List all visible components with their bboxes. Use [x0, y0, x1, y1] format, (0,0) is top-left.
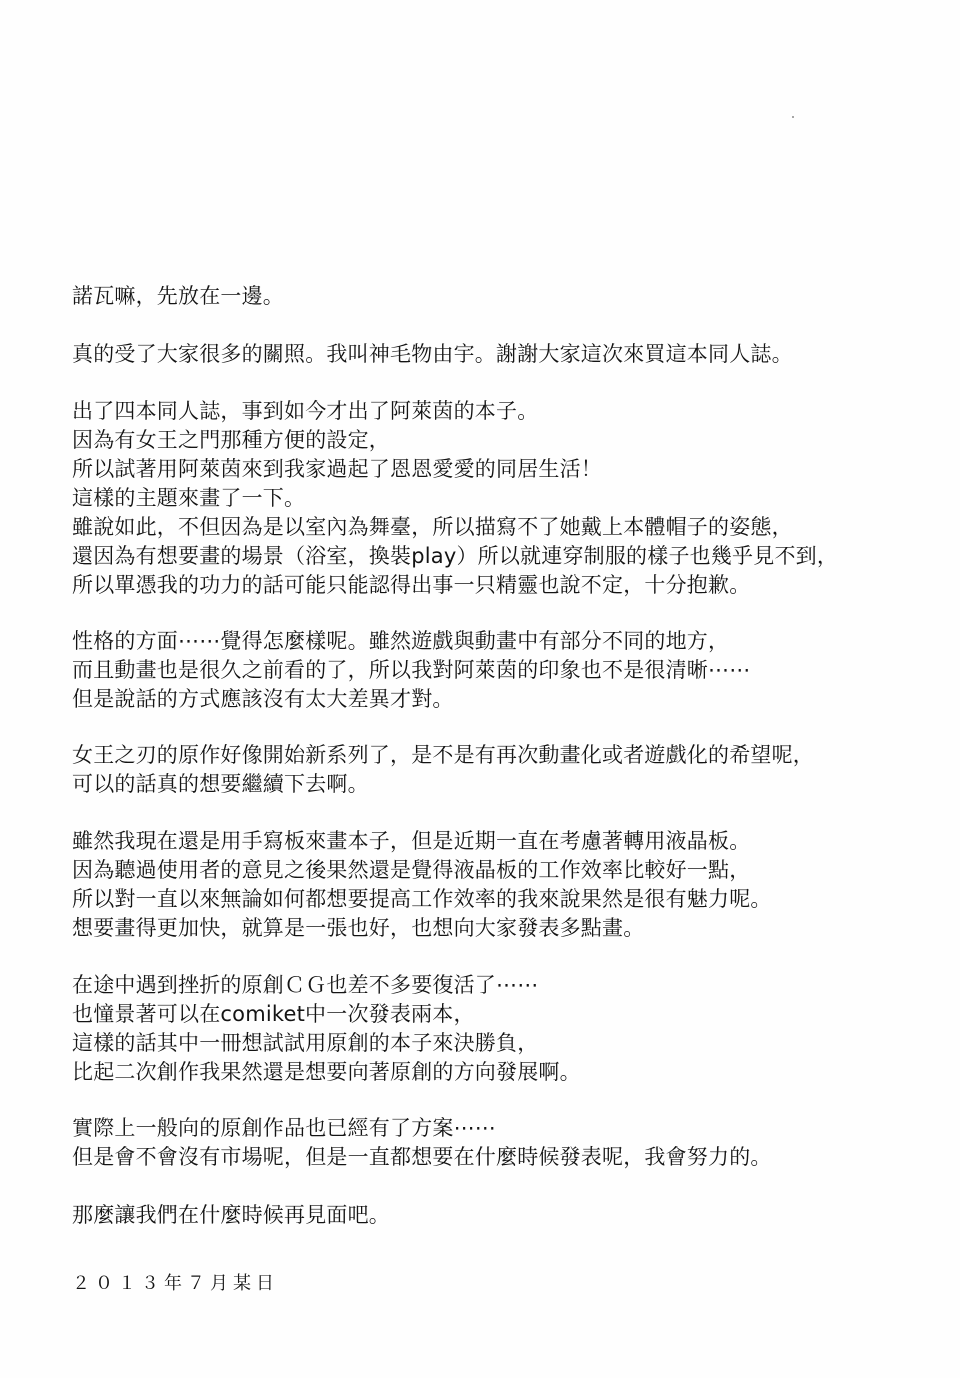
afterword-line: 這樣的主題來畫了一下。 — [72, 486, 306, 510]
afterword-line: 所以試著用阿萊茵來到我家過起了恩恩愛愛的同居生活！ — [72, 457, 602, 481]
afterword-line: 出了四本同人誌，事到如今才出了阿萊茵的本子。 — [72, 399, 539, 423]
afterword-line: 比起二次創作我果然還是想要向著原創的方向發展啊。 — [72, 1060, 581, 1084]
afterword-line: 也憧景著可以在comiket中一次發表兩本， — [72, 1002, 475, 1026]
afterword-line: 而且動畫也是很久之前看的了，所以我對阿萊茵的印象也不是很清晰⋯⋯ — [72, 658, 751, 682]
afterword-line: 可以的話真的想要繼續下去啊。 — [72, 772, 369, 796]
afterword-line: 還因為有想要畫的場景（浴室，換裝play）所以就連穿制服的樣子也幾乎見不到， — [72, 544, 839, 568]
afterword-line: 實際上一般向的原創作品也已經有了方案⋯⋯ — [72, 1116, 496, 1140]
afterword-line: 性格的方面⋯⋯覺得怎麼樣呢。雖然遊戲與動畫中有部分不同的地方， — [72, 629, 730, 653]
afterword-line: 因為有女王之門那種方便的設定， — [72, 428, 390, 452]
afterword-line: 但是說話的方式應該沒有太大差異才對。 — [72, 687, 454, 711]
afterword-line: 但是會不會沒有市場呢，但是一直都想要在什麼時候發表呢，我會努力的。 — [72, 1145, 772, 1169]
afterword-line: 諾瓦嘛，先放在一邊。 — [72, 284, 284, 308]
afterword-line: 所以對一直以來無論如何都想要提高工作效率的我來說果然是很有魅力呢。 — [72, 887, 772, 911]
paper-speck — [792, 116, 794, 118]
afterword-date: ２０１３年７月某日 — [72, 1273, 279, 1294]
afterword-line: 那麼讓我們在什麼時候再見面吧。 — [72, 1203, 390, 1227]
afterword-line: 這樣的話其中一冊想試試用原創的本子來決勝負， — [72, 1031, 539, 1055]
afterword-line: 真的受了大家很多的關照。我叫神毛物由宇。謝謝大家這次來買這本同人誌。 — [72, 342, 793, 366]
afterword-line: 所以單憑我的功力的話可能只能認得出事一只精靈也說不定，十分抱歉。 — [72, 573, 751, 597]
afterword-line: 雖說如此，不但因為是以室內為舞臺，所以描寫不了她戴上本體帽子的姿態， — [72, 515, 793, 539]
afterword-line: 雖然我現在還是用手寫板來畫本子，但是近期一直在考慮著轉用液晶板。 — [72, 829, 751, 853]
afterword-line: 女王之刃的原作好像開始新系列了，是不是有再次動畫化或者遊戲化的希望呢， — [72, 743, 814, 767]
afterword-line: 在途中遇到挫折的原創ＣＧ也差不多要復活了⋯⋯ — [72, 973, 539, 997]
afterword-line: 想要畫得更加快，就算是一張也好，也想向大家發表多點畫。 — [72, 916, 645, 940]
afterword-line: 因為聽過使用者的意見之後果然還是覺得液晶板的工作效率比較好一點， — [72, 858, 751, 882]
